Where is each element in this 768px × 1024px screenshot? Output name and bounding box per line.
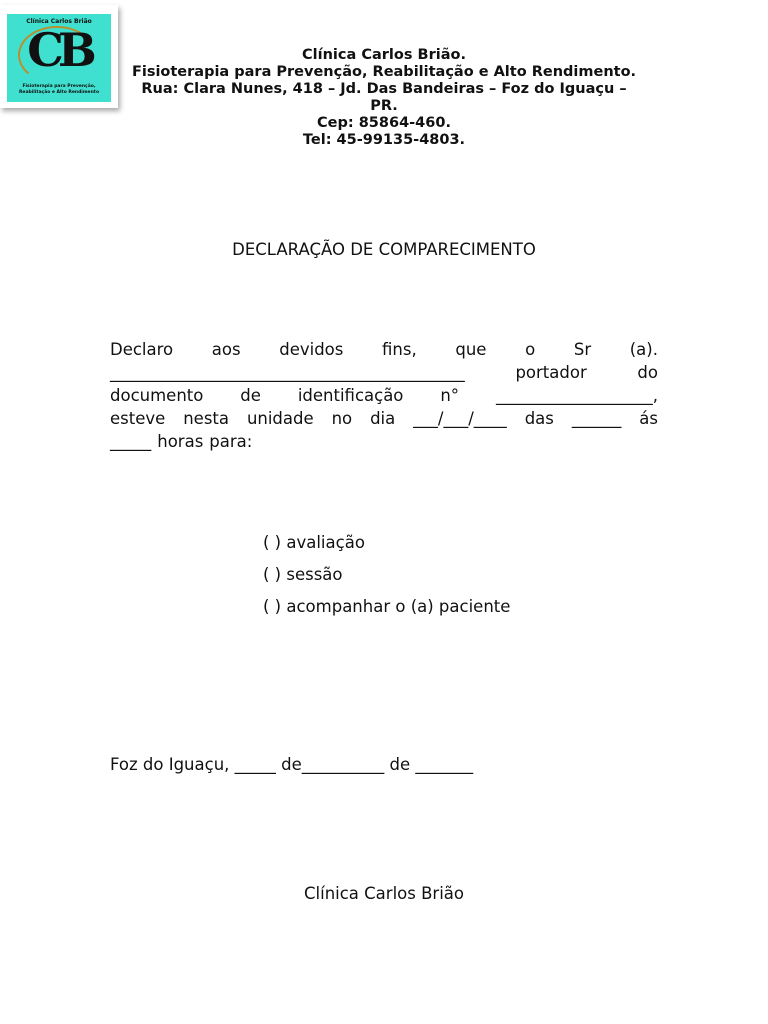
end-time-blank: _____ xyxy=(110,432,152,451)
declaration-word: esteve xyxy=(110,409,166,428)
clinic-header xyxy=(108,47,660,149)
option-accompany-patient: ( ) acompanhar o (a) paciente xyxy=(263,597,511,616)
logo-bottom-line-2: Reabilitação e Alto Rendimento xyxy=(18,90,100,95)
declaration-word: do xyxy=(637,363,658,382)
option-session: ( ) sessão xyxy=(263,565,343,584)
declaration-line-2 xyxy=(110,361,658,384)
declaration-word: aos xyxy=(211,340,241,359)
signature-line: Clínica Carlos Brião xyxy=(304,884,464,903)
option-evaluation: ( ) avaliação xyxy=(263,533,365,552)
declaration-word: identificação xyxy=(297,386,404,405)
declaration-word: horas xyxy=(157,432,204,451)
date-blank: ___/___/____ xyxy=(413,409,507,428)
declaration-line-1 xyxy=(110,338,658,361)
header-clinic-name: Clínica Carlos Brião. xyxy=(302,47,466,63)
document-number-blank: ___________________, xyxy=(495,386,658,405)
declaration-line-4 xyxy=(110,407,658,430)
declaration-word: no xyxy=(331,409,353,428)
declaration-word: fins, xyxy=(382,340,417,359)
logo-top-text: Clínica Carlos Brião xyxy=(26,18,92,25)
declaration-word: para: xyxy=(209,432,253,451)
start-time-blank: ______ xyxy=(571,409,622,428)
declaration-word: n° xyxy=(440,386,460,405)
declaration-word: Sr xyxy=(573,340,592,359)
header-postal-code: Cep: 85864-460. xyxy=(317,115,451,131)
declaration-word: dia xyxy=(370,409,396,428)
declaration-word: nesta xyxy=(183,409,230,428)
name-blank: ___________________________________________ xyxy=(110,363,465,382)
declaration-word: documento xyxy=(110,386,204,405)
declaration-line-5 xyxy=(110,430,658,453)
date-line: Foz do Iguaçu, _____ de__________ de _______ xyxy=(110,755,474,774)
declaration-word: devidos xyxy=(279,340,344,359)
declaration-word: das xyxy=(524,409,554,428)
header-phone: Tel: 45-99135-4803. xyxy=(302,132,466,148)
declaration-word: unidade xyxy=(246,409,314,428)
logo-monogram: CB xyxy=(27,23,91,77)
purpose-options xyxy=(263,527,510,623)
logo-bottom-line-1: Fisioterapia para Prevenção, xyxy=(22,84,96,89)
logo-bottom-text xyxy=(7,84,111,96)
declaration-word: ás xyxy=(639,409,658,428)
header-address-state: PR. xyxy=(370,98,398,114)
declaration-word: portador xyxy=(515,363,587,382)
declaration-word: de xyxy=(240,386,261,405)
clinic-logo xyxy=(0,5,118,108)
document-title: DECLARAÇÃO DE COMPARECIMENTO xyxy=(232,240,536,259)
declaration-word: (a). xyxy=(629,340,658,359)
logo-badge xyxy=(7,14,111,102)
declaration-line-3 xyxy=(110,384,658,407)
declaration-word: Declaro xyxy=(110,340,174,359)
declaration-word: que xyxy=(455,340,487,359)
header-specialty: Fisioterapia para Prevenção, Reabilitação e Alto Rendimento. xyxy=(131,64,637,80)
declaration-word: o xyxy=(525,340,536,359)
declaration-paragraph xyxy=(110,338,658,453)
header-address: Rua: Clara Nunes, 418 – Jd. Das Bandeiras – Foz do Iguaçu – xyxy=(141,81,627,97)
